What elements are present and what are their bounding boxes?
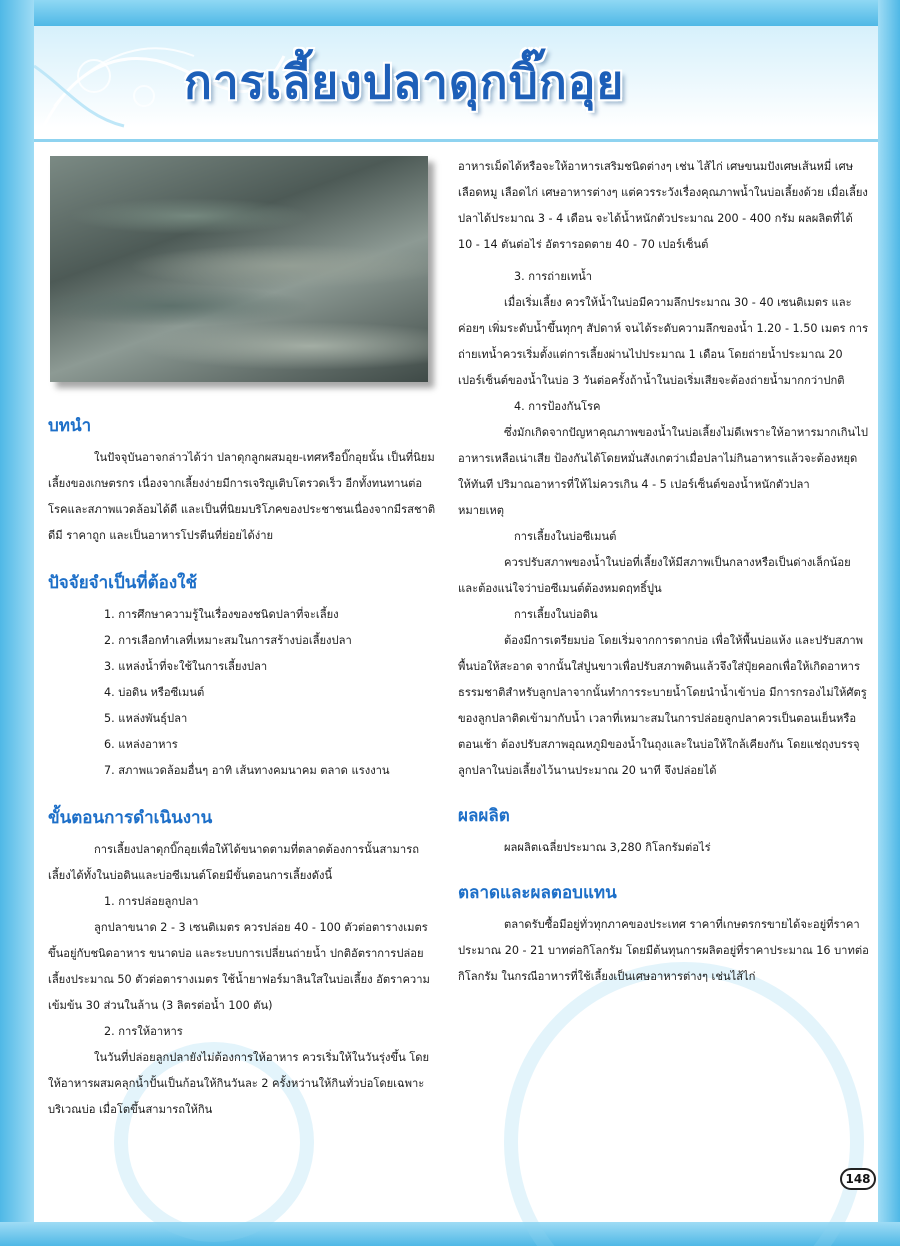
market-section [458,879,870,990]
yield-heading: ผลผลิต [458,806,510,826]
step-2-text-continued: อาหารเม็ดได้หรือจะให้อาหารเสริมชนิดต่างๆ เช่น ไส้ไก่ เศษขนมปังเศษเส้นหมี่ เศษเลือดหมู เลือดไก่ เศษอาหารต่างๆ แต่ควรระวังเรื่องคุณภาพน้ำในบ่อเลี้ยงด้วย เมื่อเลี้ยงปลาได้ประมาณ 3 - 4 เดือน จะได้น้ำหนักตัวประมาณ 200 - 400 กรัม ผลผลิตที่ได้ 10 - 14 ตันต่อไร่ อัตรารอดตาย 40 - 70 เปอร์เซ็นต์ [458,160,868,251]
step-1-text: ลูกปลาขนาด 2 - 3 เซนติเมตร ควรปล่อย 40 - 100 ตัวต่อตารางเมตร ขึ้นอยู่กับชนิดอาหาร ขนาดบ่อ และระบบการเปลี่ยนถ่ายน้ำ ปกติอัตราการปล่อยเลี้ยงประมาณ 50 ตัวต่อตารางเมตร ใช้น้ำยาฟอร์มาลินใสในบ่อเลี้ยง อัตราความเข้มข้น 30 ส่วนในล้าน (3 ลิตรต่อน้ำ 100 ตัน) [48,921,430,1012]
yield-section [458,802,870,861]
factors-heading: ปัจจัยจำเป็นที่ต้องใช้ [48,573,197,593]
cement-pond-text: ควรปรับสภาพของน้ำในบ่อที่เลี้ยงให้มีสภาพเป็นกลางหรือเป็นด่างเล็กน้อย และต้องแน่ใจว่าบ่อซีเมนต์ต้องหมดฤทธิ์ปูน [458,556,851,595]
page-frame-right [878,0,900,1246]
factor-item: 1. การศึกษาความรู้ในเรื่องของชนิดปลาที่จะเลี้ยง [104,608,339,621]
factor-item: 2. การเลือกทำเลที่เหมาะสมในการสร้างบ่อเลี้ยงปลา [104,634,352,647]
page-title: การเลี้ยงปลาดุกบิ๊กอุย [184,55,625,109]
right-column [458,154,870,990]
step-2-title: 2. การให้อาหาร [104,1025,183,1038]
step-4-text: ซึ่งมักเกิดจากปัญหาคุณภาพของน้ำในบ่อเลี้ยงไม่ดีเพราะให้อาหารมากเกินไป อาหารเหลือเน่าเสีย ป้องกันได้โดยหมั่นสังเกตว่าเมื่อปลาไม่กินอาหารแล้วจะต้องหยุดให้ทันที ปริมาณอาหารที่ให้ไม่ควรเกิน 4 - 5 เปอร์เซ็นต์ของน้ำหนักตัวปลา [458,426,868,491]
market-heading: ตลาดและผลตอบแทน [458,883,617,903]
page-number: 148 [840,1168,876,1190]
intro-section [48,412,440,549]
market-text: ตลาดรับซื้อมีอยู่ทั่วทุกภาคของประเทศ ราคาที่เกษตรกรขายได้จะอยู่ที่ราคาประมาณ 20 - 21 บาทต่อกิโลกรัม โดยมีต้นทุนการผลิตอยู่ที่ราคาประมาณ 16 บาทต่อกิโลกรัม ในกรณีอาหารที่ใช้เลี้ยงเป็นเศษอาหารต่างๆ เช่นไส้ไก่ [458,918,869,983]
factor-item: 3. แหล่งน้ำที่จะใช้ในการเลี้ยงปลา [104,660,268,673]
steps-section [48,804,440,1123]
steps-heading: ขั้นตอนการดำเนินงาน [48,808,213,828]
yield-text: ผลผลิตเฉลี่ยประมาณ 3,280 กิโลกรัมต่อไร่ [504,841,711,854]
factors-section [48,569,440,784]
step-4-title: 4. การป้องกันโรค [514,400,601,413]
factor-item: 5. แหล่งพันธุ์ปลา [104,712,188,725]
factor-item: 4. บ่อดิน หรือซีเมนต์ [104,686,205,699]
content-area [34,142,878,1222]
step-2-text: ในวันที่ปล่อยลูกปลายังไม่ต้องการให้อาหาร ควรเริ่มให้ในวันรุ่งขึ้น โดยให้อาหารผสมคลุกน้ำปั้นเป็นก้อนให้กินวันละ 2 ครั้งหว่านให้กินทั่วบ่อโดยเฉพาะบริเวณบ่อ เมื่อโตขึ้นสามารถให้กิน [48,1051,430,1116]
page-header [34,26,878,142]
factor-item: 7. สภาพแวดล้อมอื่นๆ อาทิ เส้นทางคมนาคม ตลาด แรงงาน [104,764,390,777]
earth-pond-title: การเลี้ยงในบ่อดิน [514,608,598,621]
step-3-text: เมื่อเริ่มเลี้ยง ควรให้น้ำในบ่อมีความลึกประมาณ 30 - 40 เซนติเมตร และค่อยๆ เพิ่มระดับน้ำขึ้นทุกๆ สัปดาห์ จนได้ระดับความลึกของน้ำ 1.20 - 1.50 เมตร การถ่ายเทน้ำควรเริ่มตั้งแต่การเลี้ยงผ่านไปประมาณ 1 เดือน โดยถ่ายน้ำประมาณ 20 เปอร์เซ็นต์ของน้ำในบ่อ 3 วันต่อครั้งถ้าน้ำในบ่อเริ่มเสียจะต้องถ่ายน้ำมากกว่าปกติ [458,296,869,387]
background-ring-decoration [504,962,864,1246]
note-label: หมายเหตุ [458,504,505,517]
page-frame-left [0,0,34,1246]
left-column [48,156,440,1123]
steps-intro-text: การเลี้ยงปลาดุกบิ๊กอุยเพื่อให้ได้ขนาดตามที่ตลาดต้องการนั้นสามารถเลี้ยงได้ทั้งในบ่อดินและบ่อซีเมนต์โดยมีขั้นตอนการเลี้ยงดังนี้ [48,843,420,882]
catfish-photo [50,156,428,382]
step-1-title: 1. การปล่อยลูกปลา [104,895,199,908]
factor-item: 6. แหล่งอาหาร [104,738,178,751]
cement-pond-title: การเลี้ยงในบ่อซีเมนต์ [514,530,617,543]
page-frame-top [0,0,900,26]
step-3-title: 3. การถ่ายเทน้ำ [514,270,593,283]
intro-text: ในปัจจุบันอาจกล่าวได้ว่า ปลาดุกลูกผสมอุย-เทศหรือบิ๊กอุยนั้น เป็นที่นิยมเลี้ยงของเกษตรกร เนื่องจากเลี้ยงง่ายมีการเจริญเติบโตรวดเร็ว อีกทั้งทนทานต่อโรคและสภาพแวดล้อมได้ดี และเป็นที่นิยมบริโภคของประชาชนเนื่องจากมีรสชาติดีมี ราคาถูก และเป็นอาหารโปรตีนที่ย่อยได้ง่าย [48,451,436,542]
earth-pond-text: ต้องมีการเตรียมบ่อ โดยเริ่มจากการตากบ่อ เพื่อให้พื้นบ่อแห้ง และปรับสภาพพื้นบ่อให้สะอาด จากนั้นใส่ปูนขาวเพื่อปรับสภาพดินแล้วจึงใส่ปุ๋ยคอกเพื่อให้เกิดอาหารธรรมชาติสำหรับลูกปลาจากนั้นทำการระบายน้ำโดยนำน้ำเข้าบ่อ มีการกรองไม่ให้ศัตรูของลูกปลาติดเข้ามากับน้ำ เวลาที่เหมาะสมในการปล่อยลูกปลาควรเป็นตอนเย็นหรือตอนเช้า ต้องปรับสภาพอุณหภูมิของน้ำในถุงและในบ่อให้ใกล้เคียงกัน โดยแช่ถุงบรรจุลูกปลาในบ่อเลี้ยงไว้นานประมาณ 20 นาที จึงปล่อยได้ [458,634,867,777]
intro-heading: บทนำ [48,416,92,436]
